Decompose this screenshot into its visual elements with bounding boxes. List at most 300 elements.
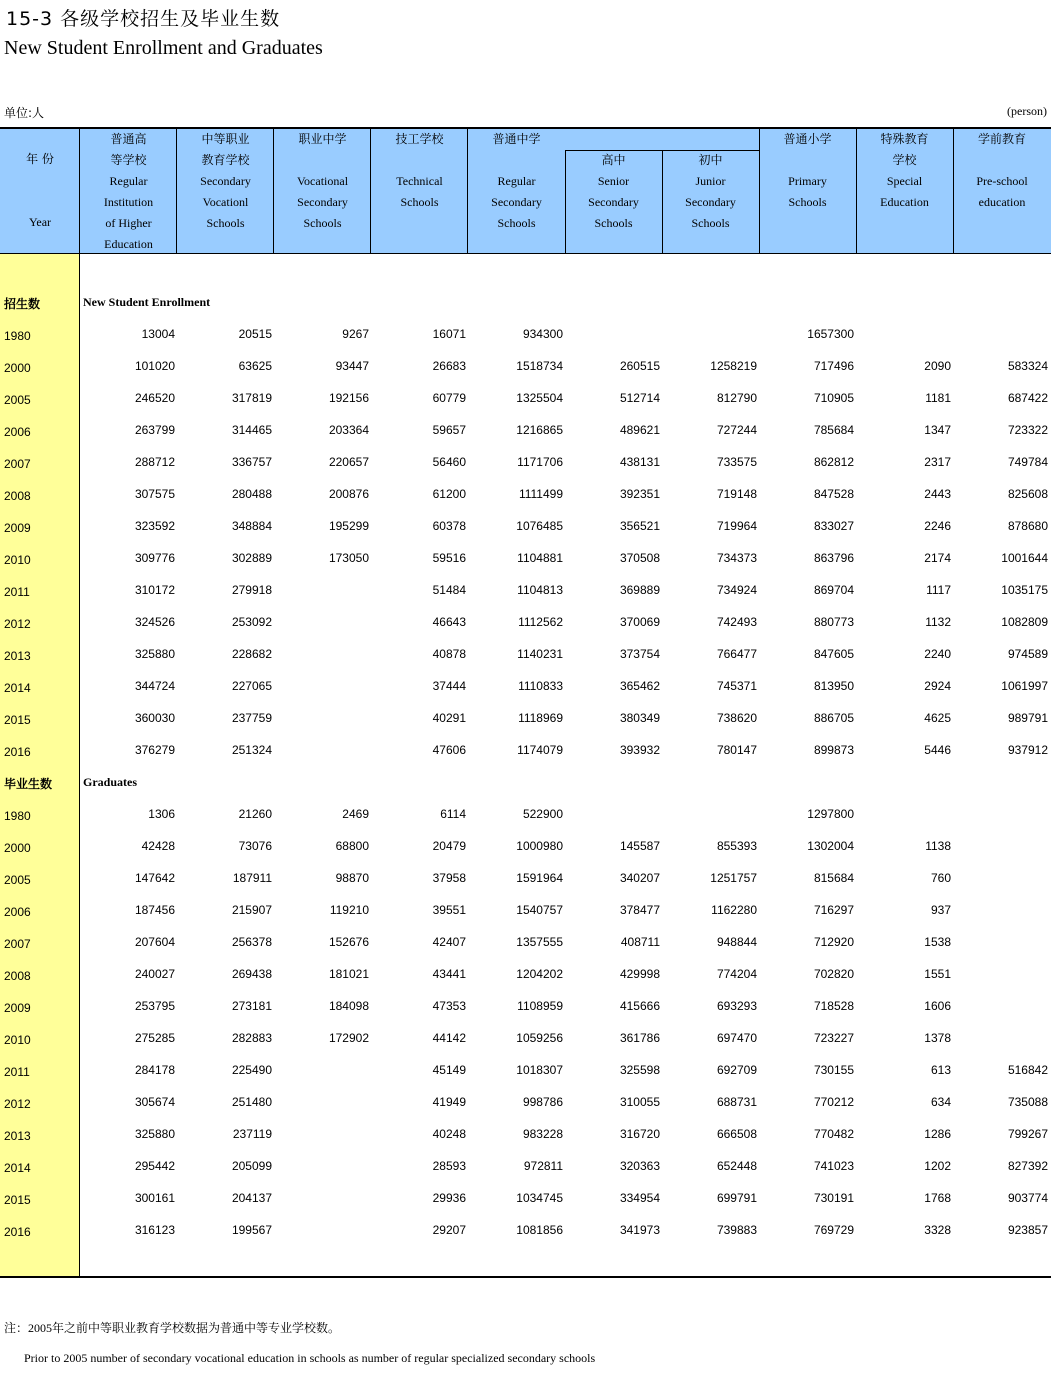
header-text: 职业中学 bbox=[298, 132, 347, 146]
table-cell: 73076 bbox=[238, 839, 272, 853]
table-cell: 1171706 bbox=[517, 455, 563, 469]
table-row bbox=[0, 967, 1051, 987]
row-year: 2012 bbox=[4, 1097, 31, 1111]
table-cell: 9267 bbox=[342, 327, 369, 341]
header-vocational-secondary bbox=[274, 129, 371, 254]
header-secondary-vocational bbox=[177, 129, 274, 254]
table-cell: 59516 bbox=[432, 551, 466, 565]
table-cell: 309776 bbox=[134, 551, 175, 565]
header-text: Secondary bbox=[685, 195, 736, 209]
table-cell: 205099 bbox=[231, 1159, 272, 1173]
table-cell: 1001644 bbox=[1001, 551, 1048, 565]
header-text: 技工学校 bbox=[395, 132, 444, 146]
table-cell: 356521 bbox=[619, 519, 660, 533]
table-cell: 263799 bbox=[134, 423, 175, 437]
table-cell: 282883 bbox=[231, 1031, 272, 1045]
table-cell: 37958 bbox=[432, 871, 466, 885]
table-row bbox=[0, 1159, 1051, 1179]
table-cell: 147642 bbox=[134, 871, 175, 885]
header-regular-secondary bbox=[468, 129, 565, 254]
table-cell: 634 bbox=[930, 1095, 951, 1109]
table-cell: 812790 bbox=[716, 391, 757, 405]
table-cell: 393932 bbox=[619, 743, 660, 757]
table-cell: 273181 bbox=[231, 999, 272, 1013]
header-text: Pre-school bbox=[976, 174, 1028, 188]
table-row bbox=[0, 871, 1051, 891]
header-text: 普通高 bbox=[110, 132, 147, 146]
table-cell: 325598 bbox=[619, 1063, 660, 1077]
table-cell: 1357555 bbox=[516, 935, 563, 949]
row-year: 2009 bbox=[4, 521, 31, 535]
table-cell: 723322 bbox=[1007, 423, 1048, 437]
table-cell: 974589 bbox=[1007, 647, 1048, 661]
row-year: 2014 bbox=[4, 681, 31, 695]
header-text: 学前教育 bbox=[977, 132, 1026, 146]
table-cell: 320363 bbox=[619, 1159, 660, 1173]
table-cell: 825608 bbox=[1007, 487, 1048, 501]
table-cell: 41949 bbox=[432, 1095, 466, 1109]
row-year: 2010 bbox=[4, 1033, 31, 1047]
table-cell: 785684 bbox=[813, 423, 854, 437]
header-text: 等学校 bbox=[110, 153, 147, 167]
header-text: Schools bbox=[400, 195, 439, 209]
table-cell: 727244 bbox=[716, 423, 757, 437]
table-cell: 1325504 bbox=[516, 391, 563, 405]
row-year: 2008 bbox=[4, 969, 31, 983]
table-cell: 360030 bbox=[134, 711, 175, 725]
table-cell: 40878 bbox=[432, 647, 466, 661]
table-cell: 1104813 bbox=[517, 583, 563, 597]
header-year-en: Year bbox=[28, 215, 52, 229]
section-graduates-zh: 毕业生数 bbox=[4, 777, 53, 791]
table-cell: 51484 bbox=[432, 583, 466, 597]
table-cell: 44142 bbox=[432, 1031, 466, 1045]
table-cell: 253795 bbox=[134, 999, 175, 1013]
table-row bbox=[0, 711, 1051, 731]
divider bbox=[565, 150, 759, 151]
table-cell: 373754 bbox=[619, 647, 660, 661]
table-cell: 119210 bbox=[329, 903, 369, 917]
table-cell: 869704 bbox=[813, 583, 854, 597]
table-cell: 192156 bbox=[328, 391, 369, 405]
table-cell: 741023 bbox=[813, 1159, 854, 1173]
table-cell: 348884 bbox=[231, 519, 272, 533]
table-cell: 59657 bbox=[432, 423, 466, 437]
table-cell: 903774 bbox=[1007, 1191, 1048, 1205]
table-cell: 284178 bbox=[134, 1063, 175, 1077]
table-cell: 749784 bbox=[1007, 455, 1048, 469]
table-cell: 60378 bbox=[432, 519, 466, 533]
divider bbox=[953, 129, 954, 254]
table-cell: 2090 bbox=[924, 359, 951, 373]
header-senior bbox=[565, 129, 662, 254]
table-cell: 300161 bbox=[134, 1191, 175, 1205]
header-text: Schools bbox=[788, 195, 827, 209]
table-cell: 1378 bbox=[924, 1031, 951, 1045]
table-cell: 733575 bbox=[716, 455, 757, 469]
table-cell: 827392 bbox=[1007, 1159, 1048, 1173]
row-year: 2007 bbox=[4, 937, 31, 951]
table-cell: 815684 bbox=[813, 871, 854, 885]
table-cell: 40291 bbox=[432, 711, 466, 725]
table-cell: 378477 bbox=[619, 903, 660, 917]
row-year: 1980 bbox=[4, 809, 31, 823]
table-cell: 847528 bbox=[813, 487, 854, 501]
table-cell: 101020 bbox=[134, 359, 175, 373]
table-cell: 1117 bbox=[926, 583, 951, 597]
table-cell: 972811 bbox=[523, 1159, 563, 1173]
row-year: 1980 bbox=[4, 329, 31, 343]
table-cell: 227065 bbox=[231, 679, 272, 693]
table-cell: 2240 bbox=[924, 647, 951, 661]
table-cell: 56460 bbox=[432, 455, 466, 469]
table-cell: 666508 bbox=[716, 1127, 757, 1141]
divider bbox=[467, 129, 468, 254]
table-cell: 316720 bbox=[619, 1127, 660, 1141]
table-cell: 1302004 bbox=[807, 839, 854, 853]
table-cell: 1216865 bbox=[516, 423, 563, 437]
table-cell: 770482 bbox=[813, 1127, 854, 1141]
table-row bbox=[0, 935, 1051, 955]
table-cell: 983228 bbox=[522, 1127, 563, 1141]
table-cell: 215907 bbox=[231, 903, 272, 917]
section-graduates-en: Graduates bbox=[83, 775, 137, 789]
table-cell: 699791 bbox=[716, 1191, 757, 1205]
table-cell: 719964 bbox=[716, 519, 757, 533]
table-cell: 253092 bbox=[231, 615, 272, 629]
table-cell: 98870 bbox=[335, 871, 369, 885]
table-cell: 3328 bbox=[924, 1223, 951, 1237]
table-cell: 228682 bbox=[231, 647, 272, 661]
table-cell: 742493 bbox=[716, 615, 757, 629]
table-cell: 181021 bbox=[328, 967, 369, 981]
table-cell: 1258219 bbox=[710, 359, 757, 373]
table-cell: 1081856 bbox=[516, 1223, 563, 1237]
header-text: Schools bbox=[303, 216, 342, 230]
table-cell: 702820 bbox=[813, 967, 854, 981]
header-primary bbox=[759, 129, 856, 254]
divider bbox=[662, 150, 663, 254]
row-year: 2010 bbox=[4, 553, 31, 567]
table-cell: 710905 bbox=[813, 391, 854, 405]
note-en: Prior to 2005 number of secondary vocational education in schools as number of regular specialized secondary schools bbox=[24, 1351, 596, 1365]
table-cell: 693293 bbox=[716, 999, 757, 1013]
table-cell: 317819 bbox=[231, 391, 272, 405]
table-cell: 1104881 bbox=[517, 551, 563, 565]
divider bbox=[273, 129, 274, 254]
table-cell: 583324 bbox=[1007, 359, 1048, 373]
header-text: Secondary bbox=[491, 195, 542, 209]
header-text: 普通小学 bbox=[783, 132, 832, 146]
table-cell: 336757 bbox=[231, 455, 272, 469]
table-cell: 652448 bbox=[716, 1159, 757, 1173]
table-cell: 613 bbox=[930, 1063, 951, 1077]
table-cell: 1768 bbox=[924, 1191, 951, 1205]
table-cell: 1162280 bbox=[711, 903, 757, 917]
row-year: 2006 bbox=[4, 425, 31, 439]
table-cell: 323592 bbox=[134, 519, 175, 533]
table-cell: 688731 bbox=[716, 1095, 757, 1109]
table-cell: 989791 bbox=[1007, 711, 1048, 725]
divider bbox=[79, 129, 80, 254]
table-bottom-rule bbox=[0, 1276, 1051, 1278]
header-text: of Higher bbox=[105, 216, 152, 230]
table-cell: 770212 bbox=[813, 1095, 854, 1109]
table-cell: 880773 bbox=[813, 615, 854, 629]
header-text: Technical bbox=[396, 174, 443, 188]
table-cell: 204137 bbox=[231, 1191, 272, 1205]
table-row bbox=[0, 583, 1051, 603]
table-cell: 489621 bbox=[619, 423, 660, 437]
table-cell: 1518734 bbox=[516, 359, 563, 373]
header-year bbox=[0, 129, 80, 254]
table-cell: 225490 bbox=[231, 1063, 272, 1077]
header-text: Education bbox=[104, 237, 153, 251]
table-cell: 246520 bbox=[134, 391, 175, 405]
header-text: 特殊教育 bbox=[880, 132, 929, 146]
table-cell: 2924 bbox=[924, 679, 951, 693]
header-text: 普通中学 bbox=[492, 132, 541, 146]
table-cell: 207604 bbox=[134, 935, 175, 949]
header-text: Schools bbox=[594, 216, 633, 230]
table-cell: 2317 bbox=[924, 455, 951, 469]
table-cell: 1059256 bbox=[516, 1031, 563, 1045]
table-cell: 316123 bbox=[134, 1223, 175, 1237]
table-cell: 522900 bbox=[522, 807, 563, 821]
table-cell: 305674 bbox=[134, 1095, 175, 1109]
table-cell: 1118969 bbox=[518, 711, 563, 725]
table-cell: 310055 bbox=[619, 1095, 660, 1109]
table-cell: 408711 bbox=[620, 935, 660, 949]
table-cell: 813950 bbox=[813, 679, 854, 693]
table-cell: 735088 bbox=[1007, 1095, 1048, 1109]
header-special bbox=[856, 129, 953, 254]
table-row bbox=[0, 455, 1051, 475]
row-year: 2006 bbox=[4, 905, 31, 919]
table-cell: 172902 bbox=[328, 1031, 369, 1045]
header-text: 中等职业 bbox=[201, 132, 250, 146]
table-cell: 295442 bbox=[134, 1159, 175, 1173]
table-cell: 93447 bbox=[335, 359, 369, 373]
table-row bbox=[0, 1063, 1051, 1083]
table-cell: 923857 bbox=[1007, 1223, 1048, 1237]
table-cell: 43441 bbox=[432, 967, 466, 981]
row-year: 2016 bbox=[4, 745, 31, 759]
table-cell: 1591964 bbox=[516, 871, 563, 885]
table-cell: 760 bbox=[930, 871, 951, 885]
table-cell: 1538 bbox=[924, 935, 951, 949]
table-cell: 1108959 bbox=[517, 999, 563, 1013]
table-cell: 61200 bbox=[432, 487, 466, 501]
divider bbox=[565, 150, 566, 254]
header-text: 初中 bbox=[698, 153, 723, 167]
header-text: Junior bbox=[695, 174, 726, 188]
table-row bbox=[0, 519, 1051, 539]
table-cell: 369889 bbox=[619, 583, 660, 597]
table-cell: 717496 bbox=[813, 359, 854, 373]
table-cell: 40248 bbox=[432, 1127, 466, 1141]
table-row bbox=[0, 615, 1051, 635]
table-cell: 37444 bbox=[432, 679, 466, 693]
table-row bbox=[0, 423, 1051, 443]
table-cell: 237119 bbox=[232, 1127, 272, 1141]
table-cell: 697470 bbox=[716, 1031, 757, 1045]
table-cell: 152676 bbox=[328, 935, 369, 949]
table-cell: 734373 bbox=[716, 551, 757, 565]
header-text: Schools bbox=[691, 216, 730, 230]
table-cell: 280488 bbox=[231, 487, 272, 501]
table-cell: 4625 bbox=[924, 711, 951, 725]
table-cell: 1306 bbox=[148, 807, 175, 821]
table-cell: 769729 bbox=[813, 1223, 854, 1237]
header-text: 教育学校 bbox=[201, 153, 250, 167]
table-cell: 251324 bbox=[231, 743, 272, 757]
table-cell: 948844 bbox=[716, 935, 757, 949]
table-cell: 1035175 bbox=[1001, 583, 1048, 597]
table-cell: 429998 bbox=[619, 967, 660, 981]
table-cell: 774204 bbox=[716, 967, 757, 981]
table-cell: 380349 bbox=[619, 711, 660, 725]
table-cell: 21260 bbox=[238, 807, 272, 821]
table-cell: 1606 bbox=[924, 999, 951, 1013]
table-cell: 1174079 bbox=[517, 743, 563, 757]
table-cell: 833027 bbox=[813, 519, 854, 533]
table-cell: 438131 bbox=[619, 455, 660, 469]
table-cell: 340207 bbox=[619, 871, 660, 885]
table-cell: 716297 bbox=[813, 903, 854, 917]
table-cell: 240027 bbox=[134, 967, 175, 981]
table-cell: 1202 bbox=[924, 1159, 951, 1173]
table-cell: 2469 bbox=[342, 807, 369, 821]
table-cell: 739883 bbox=[716, 1223, 757, 1237]
header-text: Vocationl bbox=[202, 195, 249, 209]
table-cell: 307575 bbox=[134, 487, 175, 501]
table-row bbox=[0, 487, 1051, 507]
table-cell: 275285 bbox=[134, 1031, 175, 1045]
table-cell: 730191 bbox=[813, 1191, 854, 1205]
table-cell: 60779 bbox=[432, 391, 466, 405]
table-cell: 730155 bbox=[813, 1063, 854, 1077]
row-year: 2000 bbox=[4, 361, 31, 375]
table-cell: 1140231 bbox=[517, 647, 563, 661]
table-cell: 203364 bbox=[328, 423, 369, 437]
table-row bbox=[0, 391, 1051, 411]
table-cell: 47353 bbox=[432, 999, 466, 1013]
table-cell: 766477 bbox=[716, 647, 757, 661]
table-cell: 734924 bbox=[716, 583, 757, 597]
table-cell: 256378 bbox=[231, 935, 272, 949]
table-cell: 1082809 bbox=[1001, 615, 1048, 629]
table-cell: 886705 bbox=[813, 711, 854, 725]
row-year: 2011 bbox=[4, 585, 30, 599]
table-cell: 68800 bbox=[335, 839, 369, 853]
table-cell: 200876 bbox=[328, 487, 369, 501]
table-cell: 1347 bbox=[924, 423, 951, 437]
table-cell: 42407 bbox=[432, 935, 466, 949]
table-row bbox=[0, 743, 1051, 763]
table-cell: 1061997 bbox=[1001, 679, 1048, 693]
header-text: Schools bbox=[206, 216, 245, 230]
table-cell: 2443 bbox=[924, 487, 951, 501]
table-row bbox=[0, 807, 1051, 827]
row-year: 2008 bbox=[4, 489, 31, 503]
table-cell: 302889 bbox=[231, 551, 272, 565]
header-text: 高中 bbox=[601, 153, 626, 167]
table-cell: 28593 bbox=[432, 1159, 466, 1173]
note-zh: 注：2005年之前中等职业教育学校数据为普通中等专业学校数。 bbox=[4, 1321, 341, 1335]
table-cell: 723227 bbox=[813, 1031, 854, 1045]
table-cell: 45149 bbox=[432, 1063, 466, 1077]
header-text: Special bbox=[886, 174, 923, 188]
table-cell: 365462 bbox=[619, 679, 660, 693]
table-cell: 251480 bbox=[231, 1095, 272, 1109]
table-row bbox=[0, 999, 1051, 1019]
row-year: 2007 bbox=[4, 457, 31, 471]
table-cell: 376279 bbox=[134, 743, 175, 757]
table-cell: 13004 bbox=[141, 327, 175, 341]
table-cell: 687422 bbox=[1007, 391, 1048, 405]
row-year: 2005 bbox=[4, 393, 31, 407]
table-header bbox=[0, 127, 1051, 254]
header-text: Schools bbox=[497, 216, 536, 230]
table-row bbox=[0, 679, 1051, 699]
header-text: Education bbox=[880, 195, 929, 209]
header-text: Secondary bbox=[588, 195, 639, 209]
table-cell: 324526 bbox=[134, 615, 175, 629]
table-cell: 1112562 bbox=[518, 615, 563, 629]
table-cell: 325880 bbox=[134, 647, 175, 661]
table-row bbox=[0, 1191, 1051, 1211]
header-text: Primary bbox=[788, 174, 827, 188]
table-cell: 341973 bbox=[619, 1223, 660, 1237]
table-cell: 862812 bbox=[813, 455, 854, 469]
table-row bbox=[0, 1031, 1051, 1051]
table-cell: 2246 bbox=[924, 519, 951, 533]
table-cell: 370069 bbox=[619, 615, 660, 629]
table-cell: 2174 bbox=[924, 551, 951, 565]
table-cell: 314465 bbox=[231, 423, 272, 437]
header-text: Institution bbox=[103, 195, 154, 209]
divider bbox=[856, 129, 857, 254]
header-preschool bbox=[953, 129, 1051, 254]
header-junior bbox=[662, 129, 759, 254]
table-cell: 29936 bbox=[432, 1191, 466, 1205]
table-cell: 998786 bbox=[522, 1095, 563, 1109]
table-cell: 712920 bbox=[813, 935, 854, 949]
table-cell: 195299 bbox=[328, 519, 369, 533]
table-row bbox=[0, 839, 1051, 859]
table-cell: 1286 bbox=[924, 1127, 951, 1141]
table-cell: 46643 bbox=[432, 615, 466, 629]
table-cell: 26683 bbox=[432, 359, 466, 373]
table-cell: 20479 bbox=[432, 839, 466, 853]
table-cell: 5446 bbox=[924, 743, 951, 757]
row-year: 2000 bbox=[4, 841, 31, 855]
table-cell: 187456 bbox=[134, 903, 175, 917]
table-cell: 63625 bbox=[238, 359, 272, 373]
header-text: Senior bbox=[597, 174, 630, 188]
table-cell: 1297800 bbox=[807, 807, 854, 821]
table-cell: 415666 bbox=[619, 999, 660, 1013]
page-title-zh: 15-3 各级学校招生及毕业生数 bbox=[6, 8, 281, 30]
table-cell: 1540757 bbox=[516, 903, 563, 917]
table-row bbox=[0, 1223, 1051, 1243]
header-text: Regular bbox=[109, 174, 148, 188]
table-cell: 780147 bbox=[716, 743, 757, 757]
table-cell: 1132 bbox=[925, 615, 951, 629]
header-year-zh: 年 份 bbox=[26, 152, 54, 166]
table-cell: 1000980 bbox=[516, 839, 563, 853]
